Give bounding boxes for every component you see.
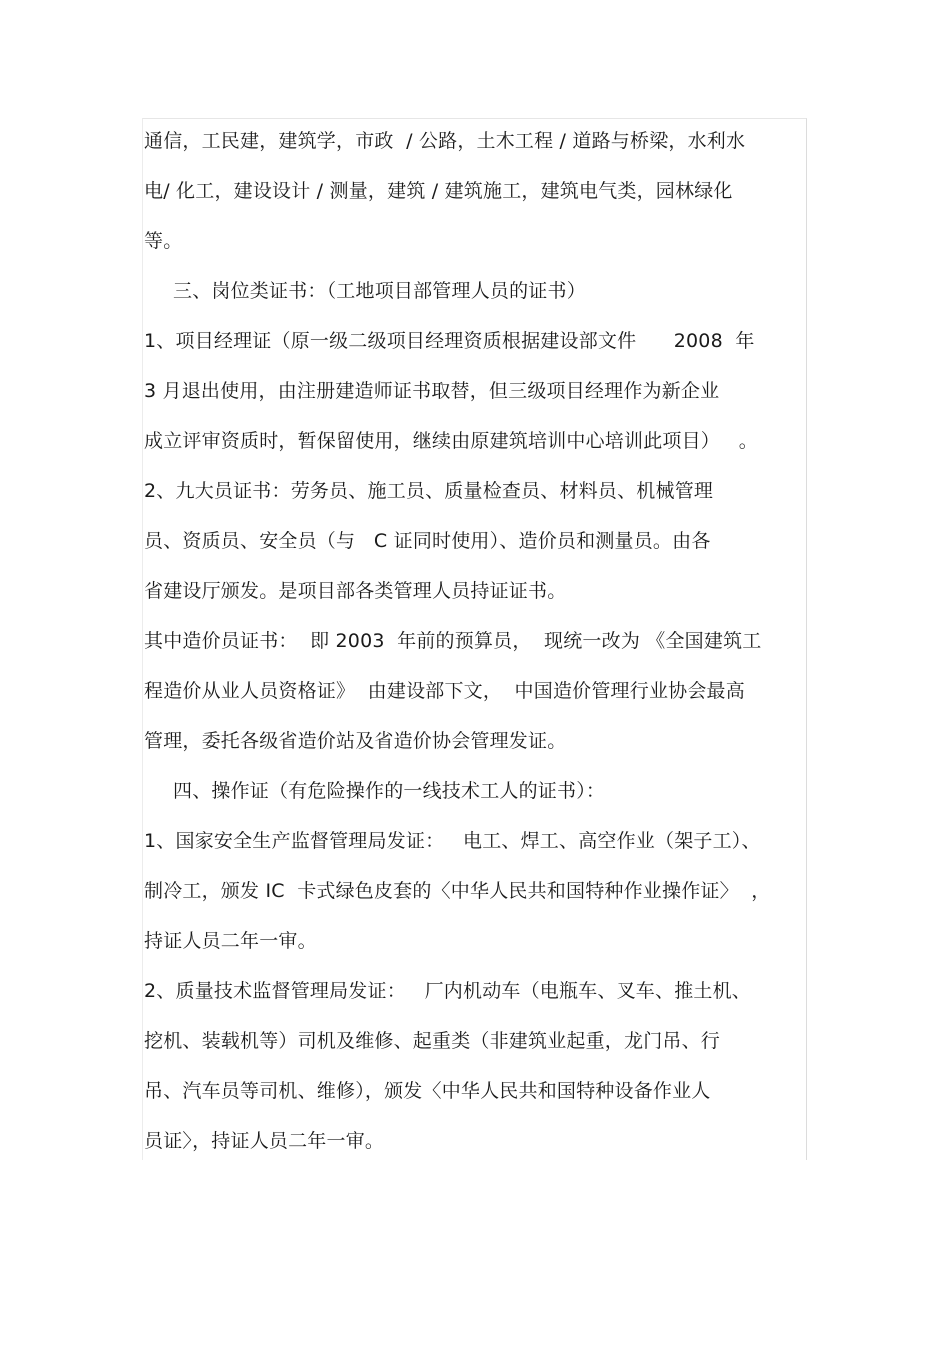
text-line: 1、项目经理证（原一级二级项目经理资质根据建设部文件 2008 年	[144, 330, 755, 352]
text-line: 电/ 化工，建设设计 / 测量，建筑 / 建筑施工，建筑电气类，园林绿化	[144, 180, 733, 202]
text-line: 制冷工，颁发 IC 卡式绿色皮套的〈中华人民共和国特种作业操作证〉 ，	[144, 880, 771, 902]
section-heading-3: 三、岗位类证书：（工地项目部管理人员的证书）	[173, 280, 586, 302]
text-line: 程造价从业人员资格证》 由建设部下文， 中国造价管理行业协会最高	[144, 680, 745, 702]
document-body	[144, 116, 806, 1166]
text-line: 等。	[144, 230, 183, 252]
text-line: 吊、汽车员等司机、维修），颁发〈中华人民共和国特种设备作业人	[144, 1080, 711, 1102]
text-line: 持证人员二年一审。	[144, 930, 317, 952]
text-line: 省建设厅颁发。是项目部各类管理人员持证证书。	[144, 580, 567, 602]
text-line: 1、国家安全生产监督管理局发证： 电工、焊工、高空作业（架子工）、	[144, 830, 761, 852]
text-line: 员证〉，持证人员二年一审。	[144, 1130, 385, 1152]
text-line: 员、资质员、安全员（与 C 证同时使用）、造价员和测量员。由各	[144, 530, 711, 552]
text-line: 通信，工民建，建筑学，市政 / 公路，土木工程 / 道路与桥梁，水利水	[144, 130, 746, 152]
text-line: 2、九大员证书：劳务员、施工员、质量检查员、材料员、机械管理	[144, 480, 714, 502]
text-line: 成立评审资质时，暂保留使用，继续由原建筑培训中心培训此项目） 。	[144, 430, 758, 452]
text-line: 其中造价员证书： 即 2003 年前的预算员， 现统一改为 《全国建筑工	[144, 630, 762, 652]
text-line: 挖机、装载机等）司机及维修、起重类（非建筑业起重，龙门吊、行	[144, 1030, 721, 1052]
section-heading-4: 四、操作证（有危险操作的一线技术工人的证书）：	[173, 780, 606, 802]
text-line: 管理，委托各级省造价站及省造价协会管理发证。	[144, 730, 567, 752]
text-line: 3 月退出使用，由注册建造师证书取替，但三级项目经理作为新企业	[144, 380, 720, 402]
text-line: 2、质量技术监督管理局发证： 厂内机动车（电瓶车、叉车、推土机、	[144, 980, 752, 1002]
